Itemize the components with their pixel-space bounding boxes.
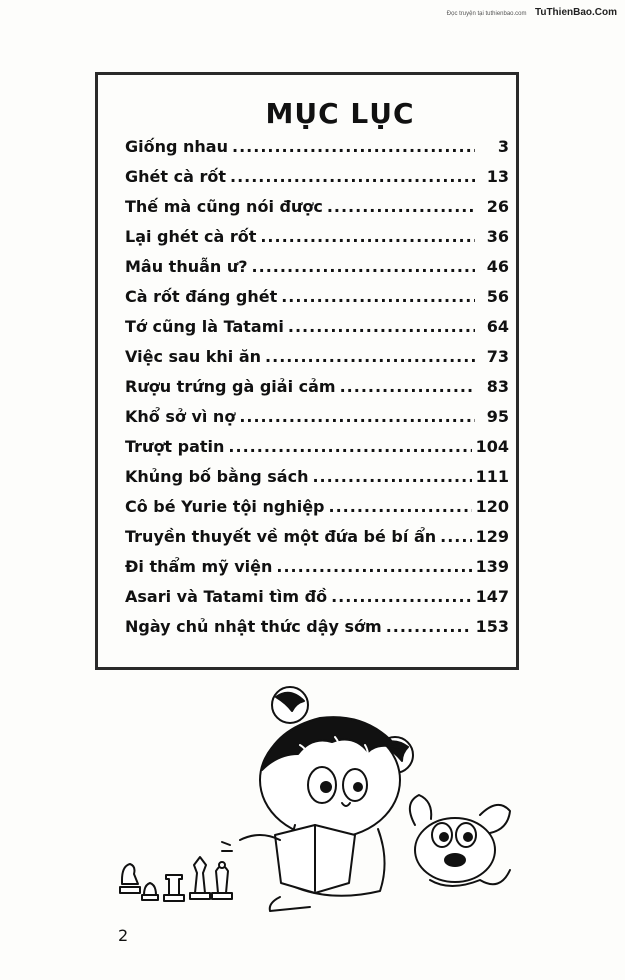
toc-entry-page: 104 (475, 437, 509, 456)
toc-entry-label: Ngày chủ nhật thức dậy sớm (125, 617, 382, 636)
toc-entry-page: 36 (486, 227, 509, 246)
toc-entry-label: Thế mà cũng nói được (125, 197, 323, 216)
toc-entry-label: Asari và Tatami tìm đồ (125, 587, 328, 606)
page-number: 2 (118, 926, 129, 945)
toc-entry-label: Lại ghét cà rốt (125, 227, 257, 246)
toc-entry (125, 317, 509, 347)
toc-entry-page: 95 (486, 407, 509, 426)
toc-leader-dots (329, 497, 472, 516)
toc-leader-dots (232, 137, 475, 156)
toc-entry-page: 153 (475, 617, 509, 636)
toc-entry-label: Mâu thuẫn ư? (125, 257, 248, 276)
toc-entry (125, 167, 509, 197)
toc-entry-page: 64 (486, 317, 509, 336)
toc-entry-label: Khủng bố bằng sách (125, 467, 309, 486)
toc-entry-page: 129 (475, 527, 509, 546)
toc-entry (125, 497, 509, 527)
chess-pieces (120, 857, 232, 901)
toc-entry-page: 13 (486, 167, 509, 186)
toc-entry (125, 407, 509, 437)
toc-entry (125, 467, 509, 497)
watermark (447, 2, 617, 20)
watermark-brand: TuThienBao.Com (534, 7, 617, 18)
toc-entry-page: 3 (497, 137, 509, 156)
toc-leader-dots (265, 347, 475, 366)
toc-entry (125, 287, 509, 317)
toc-entry-label: Ghét cà rốt (125, 167, 226, 186)
toc-entry-page: 139 (475, 557, 509, 576)
toc-entry (125, 137, 509, 167)
toc-leader-dots (252, 257, 475, 276)
toc-entry-label: Cà rốt đáng ghét (125, 287, 278, 306)
toc-leader-dots (440, 527, 471, 546)
toc-entry (125, 197, 509, 227)
toc-entry (125, 377, 509, 407)
toc-leader-dots (276, 557, 471, 576)
watermark-small-text: Đọc truyện tại tuthienbao.com (446, 11, 527, 17)
toc-leader-dots (281, 287, 475, 306)
toc-entry-label: Cô bé Yurie tội nghiệp (125, 497, 325, 516)
toc-entry-label: Rượu trứng gà giải cảm (125, 377, 336, 396)
toc-entry (125, 437, 509, 467)
toc-leader-dots (331, 587, 472, 606)
toc-entry-page: 46 (486, 257, 509, 276)
toc-leader-dots (386, 617, 472, 636)
toc-entry (125, 257, 509, 287)
toc-entry (125, 587, 509, 617)
toc-entry (125, 557, 509, 587)
toc-title: MỤC LỤC (265, 97, 415, 130)
toc-entry-label: Khổ sở vì nợ (125, 407, 236, 426)
table-of-contents (95, 72, 519, 670)
toc-entry (125, 527, 509, 557)
toc-entry-page: 26 (486, 197, 509, 216)
toc-leader-dots (288, 317, 475, 336)
toc-leader-dots (312, 467, 471, 486)
toc-entry-page: 111 (475, 467, 509, 486)
toc-entry-label: Tớ cũng là Tatami (125, 317, 284, 336)
toc-entry-page: 73 (486, 347, 509, 366)
toc-entry-label: Trượt patin (125, 437, 225, 456)
cartoon-illustration (110, 675, 530, 920)
toc-entry (125, 617, 509, 647)
girl-reading-book (222, 687, 413, 911)
toc-entry (125, 227, 509, 257)
toc-list (125, 137, 509, 647)
toc-entry-label: Việc sau khi ăn (125, 347, 262, 366)
toc-entry (125, 347, 509, 377)
toc-entry-label: Đi thẩm mỹ viện (125, 557, 273, 576)
toc-leader-dots (228, 437, 471, 456)
toc-leader-dots (239, 407, 475, 426)
toc-entry-page: 147 (475, 587, 509, 606)
toc-leader-dots (230, 167, 475, 186)
toc-entry-page: 56 (486, 287, 509, 306)
toc-entry-page: 120 (475, 497, 509, 516)
toc-leader-dots (340, 377, 475, 396)
toc-leader-dots (327, 197, 475, 216)
toc-entry-label: Truyền thuyết về một đứa bé bí ẩn (125, 527, 437, 546)
toc-leader-dots (260, 227, 475, 246)
toc-entry-label: Giống nhau (125, 137, 228, 156)
toc-entry-page: 83 (486, 377, 509, 396)
dog (410, 795, 510, 886)
